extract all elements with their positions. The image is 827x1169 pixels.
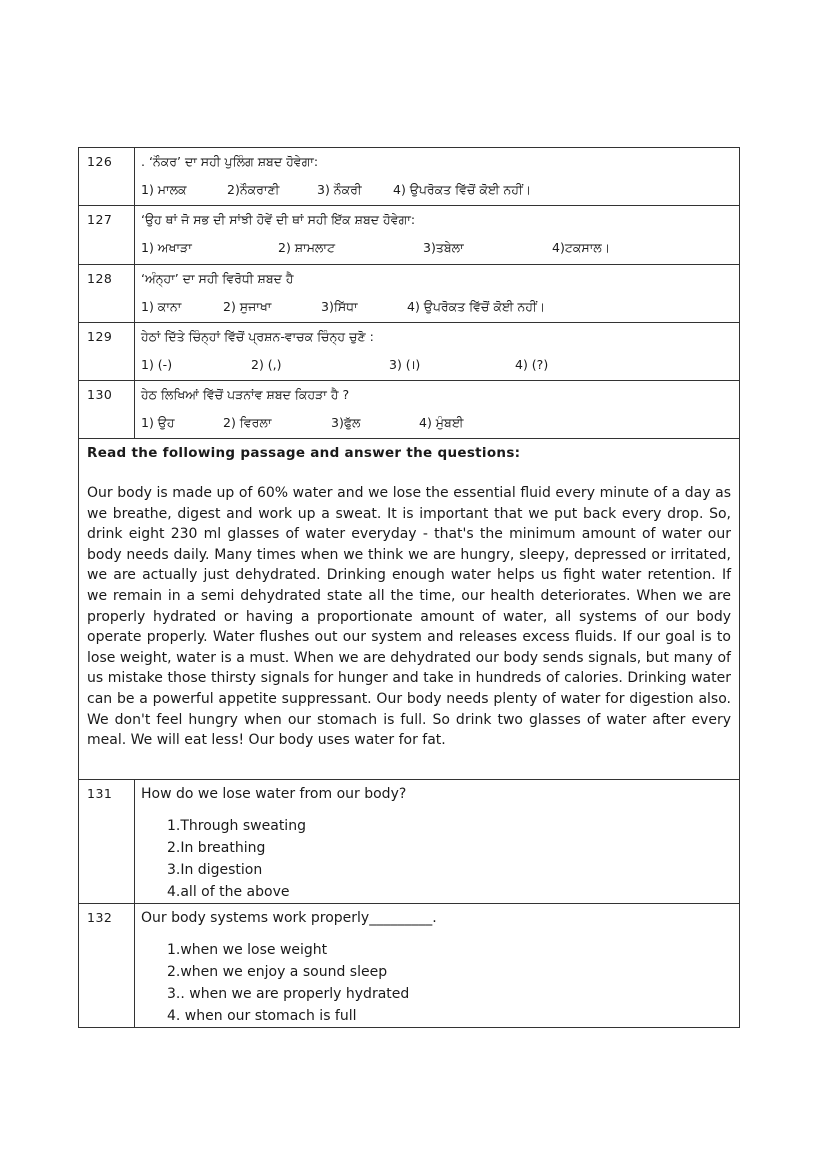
question-row (79, 265, 740, 323)
passage-title: Read the following passage and answer the questions: (87, 445, 521, 461)
question-number: 128 (79, 265, 135, 323)
question-table (78, 147, 740, 1028)
question-row (79, 323, 740, 381)
question-row (79, 381, 740, 439)
question-text: Our body systems work properly_________. (141, 910, 437, 926)
option-1: 1) (-) (141, 357, 173, 372)
option-4: 4.all of the above (167, 884, 290, 900)
option-4: 4) ਮੁੰਬਈ (419, 415, 464, 430)
option-2: 2) ਵਿਰਲਾ (223, 415, 272, 430)
option-1: 1.Through sweating (167, 818, 306, 834)
passage-cell (79, 439, 740, 780)
question-cell (135, 148, 740, 206)
option-3: 3)ਫੁੱਲ (331, 415, 361, 430)
question-number: 127 (79, 206, 135, 265)
option-4: 4)ਟਕਸਾਲ। (552, 240, 611, 255)
options-list (167, 815, 739, 903)
option-1: 1) ਮਾਲਕ (141, 182, 187, 197)
question-row (79, 206, 740, 265)
option-3: 3.. when we are properly hydrated (167, 986, 410, 1002)
options-row (141, 354, 739, 380)
option-2: 2.when we enjoy a sound sleep (167, 964, 388, 980)
options-row (141, 412, 739, 438)
question-number: 132 (79, 904, 135, 1028)
question-text: . ‘ਨੌਕਰ’ ਦਾ ਸਹੀ ਪੁਲਿੰਗ ਸ਼ਬਦ ਹੋਵੇਗਾ: (141, 154, 319, 169)
question-text: ‘ਉਹ ਥਾਂ ਜੋ ਸਭ ਦੀ ਸਾਂਝੀ ਹੋਵੇਂ ਦੀ ਥਾਂ ਸਹੀ ਇੱਕ ਸ਼ਬਦ ਹੋਵੇਗਾ: (141, 212, 416, 227)
option-3: 3)ਸਿੱਧਾ (321, 299, 358, 314)
question-number: 130 (79, 381, 135, 439)
question-text: ‘ਅੰਨ੍ਹਾ’ ਦਾ ਸਹੀ ਵਿਰੋਧੀ ਸ਼ਬਦ ਹੈ (141, 271, 294, 286)
question-row (79, 904, 740, 1028)
option-1: 1.when we lose weight (167, 942, 328, 958)
question-cell (135, 904, 740, 1028)
option-1: 1) ਅਖਾੜਾ (141, 240, 192, 255)
option-3: 3) (।) (389, 357, 421, 372)
option-4: 4) ਉਪਰੋਕਤ ਵਿੱਚੋਂ ਕੋਈ ਨਹੀਂ। (407, 299, 546, 314)
question-cell (135, 206, 740, 265)
question-text: How do we lose water from our body? (141, 786, 407, 802)
option-2: 2.In breathing (167, 840, 266, 856)
question-cell (135, 265, 740, 323)
option-2: 2) ਸ਼ਾਮਲਾਟ (278, 240, 335, 255)
options-row (141, 237, 739, 263)
passage-row (79, 439, 740, 780)
option-2: 2)ਨੌਕਰਾਣੀ (227, 182, 280, 197)
option-4: 4) (?) (515, 357, 549, 372)
passage-text: Our body is made up of 60% water and we lose the essential fluid every minute of a day as we breathe, digest and work up a sweat. It is important that we put back every drop. So, drink eight 230 ml glasses of water everyday - that's the minimum amount of water our body needs daily. Many times when we think we are hungry, sleepy, depressed or irritated, we are actually just dehydrated. Drinking enough water helps us fight water retention. If we remain in a semi dehydrated state all the time, our health deteriorates. When we are properly hydrated or having a proportionate amount of water, all systems of our body operate properly. Water flushes out our system and releases excess fluids. If our goal is to lose weight, water is a must. When we are dehydrated our body sends signals, but many of us mistake those thirsty signals for hunger and take in hundreds of calories. Drinking water can be a powerful appetite suppressant. Our body needs plenty of water for digestion also. We don't feel hungry when our stomach is full. So drink two glasses of water after every meal. We will eat less! Our body uses water for fat. (87, 485, 731, 749)
option-4: 4. when our stomach is full (167, 1008, 357, 1024)
question-cell (135, 381, 740, 439)
question-number: 126 (79, 148, 135, 206)
question-number: 131 (79, 780, 135, 904)
option-1: 1) ਉਹ (141, 415, 175, 430)
question-row (79, 780, 740, 904)
option-1: 1) ਕਾਨਾ (141, 299, 182, 314)
option-2: 2) ਸੁਜਾਖਾ (223, 299, 272, 314)
question-row (79, 148, 740, 206)
options-row (141, 179, 739, 205)
question-cell (135, 323, 740, 381)
option-2: 2) (,) (251, 357, 282, 372)
question-text: ਹੇਠ ਲਿਖਿਆਂ ਵਿੱਚੋਂ ਪੜਨਾਂਵ ਸ਼ਬਦ ਕਿਹੜਾ ਹੈ ? (141, 387, 350, 402)
question-text: ਹੇਠਾਂ ਦਿੱਤੇ ਚਿੰਨ੍ਹਾਂ ਵਿੱਚੋਂ ਪ੍ਰਸ਼ਨ-ਵਾਚਕ ਚਿੰਨ੍ਹ ਚੁਣੋ : (141, 329, 374, 344)
question-number: 129 (79, 323, 135, 381)
option-4: 4) ਉਪਰੋਕਤ ਵਿੱਚੋਂ ਕੋਈ ਨਹੀਂ। (393, 182, 532, 197)
option-3: 3) ਨੌਕਰੀ (317, 182, 362, 197)
question-cell (135, 780, 740, 904)
options-row (141, 296, 739, 322)
option-3: 3)ਤਬੇਲਾ (423, 240, 464, 255)
option-3: 3.In digestion (167, 862, 263, 878)
options-list (167, 939, 739, 1027)
